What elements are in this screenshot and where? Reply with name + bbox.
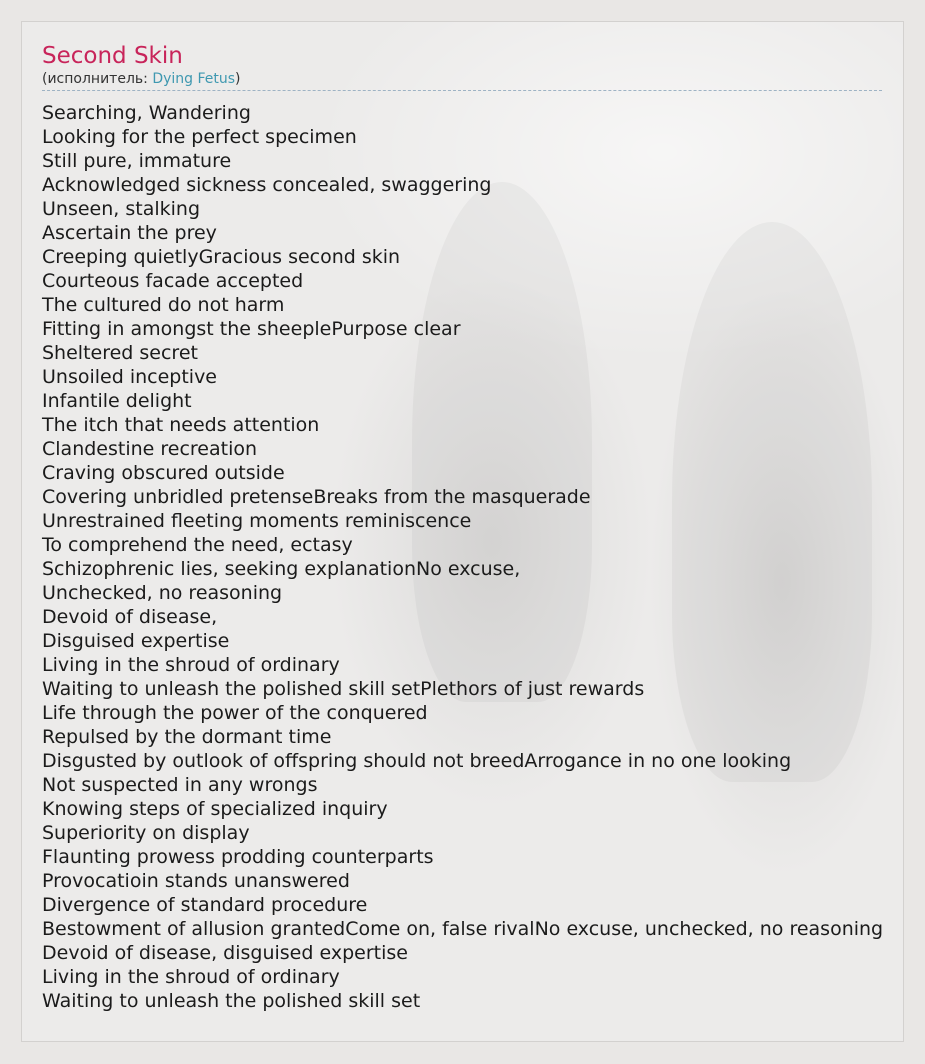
lyric-line: Schizophrenic lies, seeking explanationNo excuse, — [42, 558, 521, 580]
lyric-line: Knowing steps of specialized inquiry — [42, 798, 388, 820]
lyric-line: Not suspected in any wrongs — [42, 774, 318, 796]
lyric-line: Still pure, immature — [42, 150, 232, 172]
lyric-line: Clandestine recreation — [42, 438, 258, 460]
lyric-line: Repulsed by the dormant time — [42, 726, 332, 748]
lyric-line: Disguised expertise — [42, 630, 230, 652]
lyric-line: Superiority on display — [42, 822, 250, 844]
lyric-line: Unsoiled inceptive — [42, 366, 217, 388]
lyric-line: Waiting to unleash the polished skill setPlethors of just rewards — [42, 678, 645, 700]
lyric-line: Provocatioin stands unanswered — [42, 870, 350, 892]
lyric-line: Bestowment of allusion grantedCome on, false rivalNo excuse, unchecked, no reasoning — [42, 918, 884, 940]
lyric-line: Disgusted by outlook of offspring should not breedArrogance in no one looking — [42, 750, 792, 772]
lyric-line: Flaunting prowess prodding counterparts — [42, 846, 434, 868]
lyric-line: Life through the power of the conquered — [42, 702, 428, 724]
lyric-line: Living in the shroud of ordinary — [42, 654, 340, 676]
lyric-line: Craving obscured outside — [42, 462, 285, 484]
lyrics-text — [42, 101, 902, 1013]
lyric-line: Devoid of disease, disguised expertise — [42, 942, 408, 964]
lyric-line: Waiting to unleash the polished skill set — [42, 990, 421, 1012]
lyric-line: Unseen, stalking — [42, 198, 201, 220]
lyric-line: Searching, Wandering — [42, 102, 251, 124]
lyric-line: Acknowledged sickness concealed, swaggering — [42, 174, 492, 196]
lyric-line: Living in the shroud of ordinary — [42, 966, 340, 988]
lyric-line: Infantile delight — [42, 390, 192, 412]
lyric-line: Looking for the perfect specimen — [42, 126, 357, 148]
lyric-line: Courteous facade accepted — [42, 270, 304, 292]
lyric-line: To comprehend the need, ectasy — [42, 534, 353, 556]
song-title: Second Skin — [42, 43, 183, 69]
lyric-line: Sheltered secret — [42, 342, 198, 364]
lyric-line: Ascertain the prey — [42, 222, 217, 244]
lyric-line: Creeping quietlyGracious second skin — [42, 246, 401, 268]
artist-suffix: ) — [235, 71, 241, 87]
artist-prefix: (исполнитель: — [42, 71, 153, 87]
lyric-line: Unchecked, no reasoning — [42, 582, 283, 604]
lyrics-panel — [21, 21, 904, 1042]
lyric-line: The cultured do not harm — [42, 294, 285, 316]
artist-byline — [42, 70, 882, 91]
lyric-line: Devoid of disease, — [42, 606, 218, 628]
lyric-line: Unrestrained fleeting moments reminiscence — [42, 510, 472, 532]
lyric-line: The itch that needs attention — [42, 414, 320, 436]
lyric-line: Fitting in amongst the sheeplePurpose clear — [42, 318, 461, 340]
lyrics-content — [42, 42, 902, 1013]
lyric-line: Covering unbridled pretenseBreaks from the masquerade — [42, 486, 591, 508]
artist-link[interactable]: Dying Fetus — [152, 71, 236, 87]
lyric-line: Divergence of standard procedure — [42, 894, 368, 916]
